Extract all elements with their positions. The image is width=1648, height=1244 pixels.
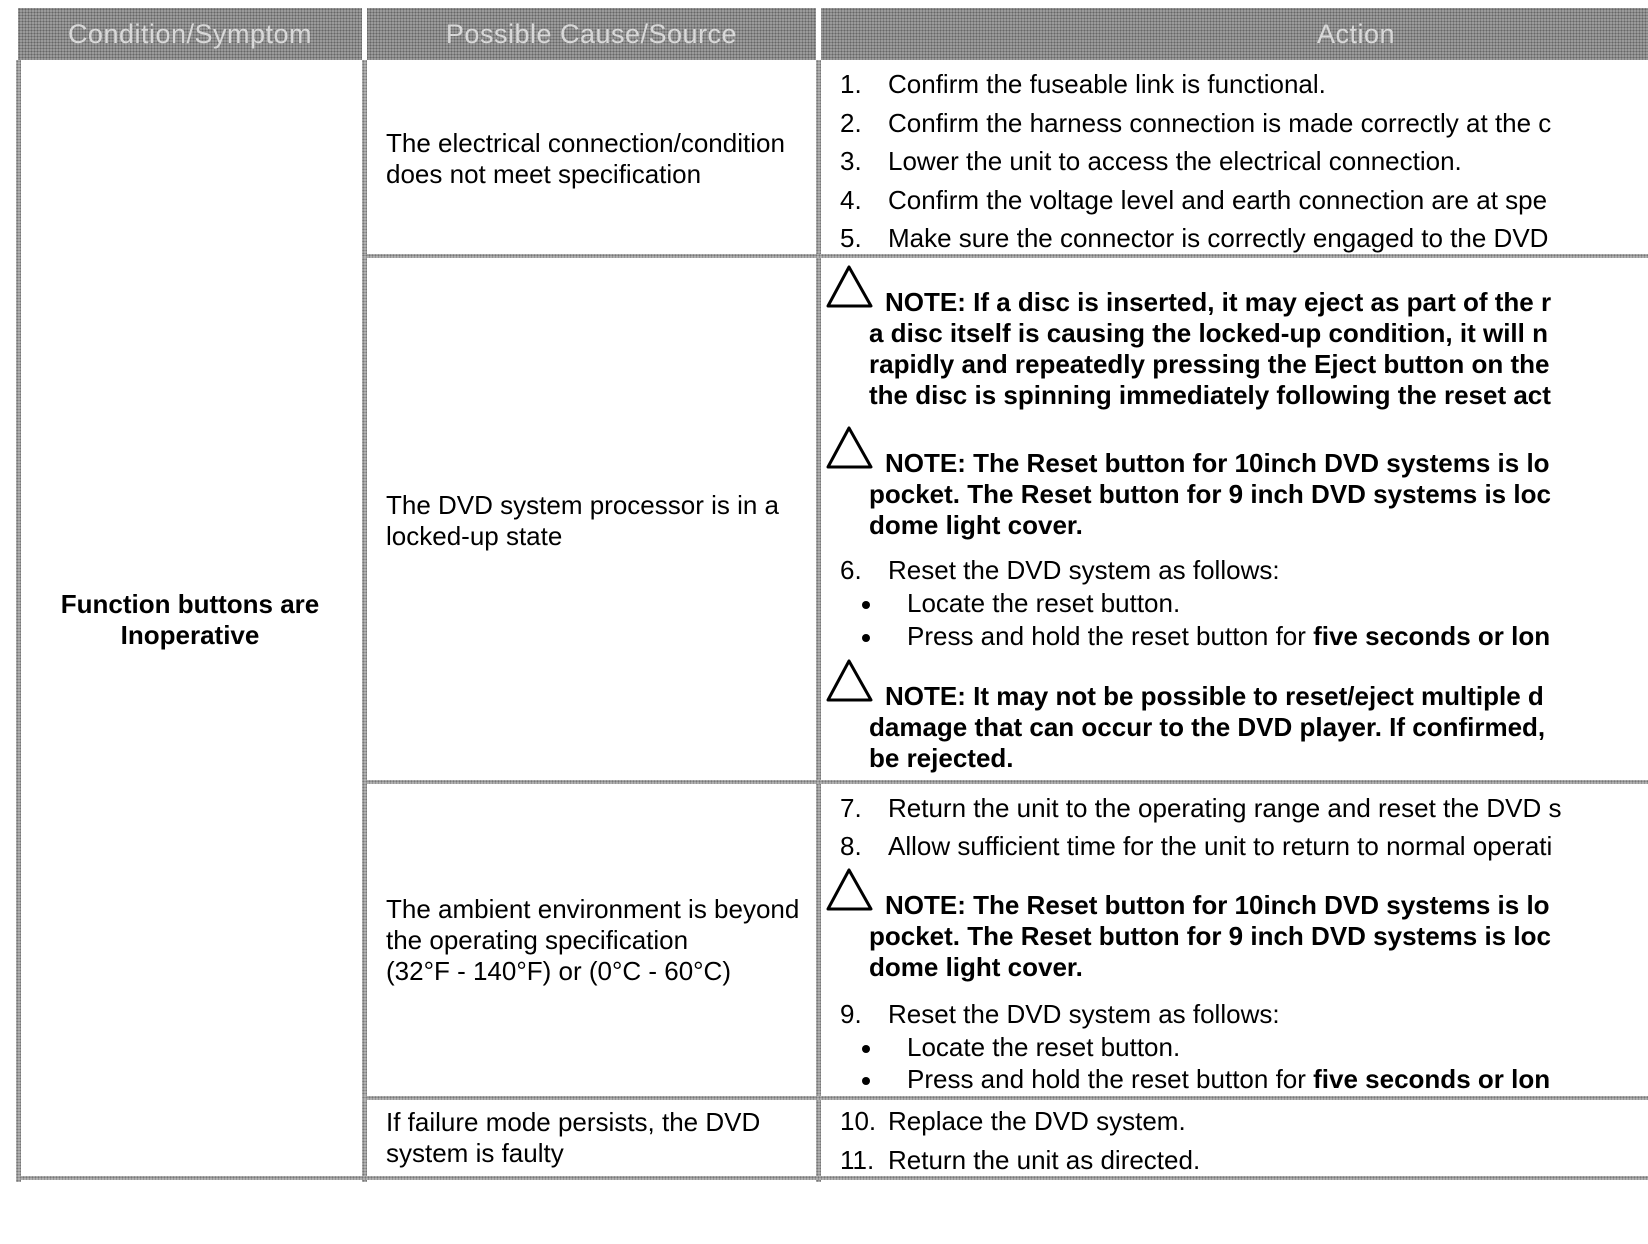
step-number: 1.: [840, 69, 862, 99]
note-text: NOTE: It may not be possible to reset/eject multiple d: [885, 681, 1544, 711]
note-text: dome light cover.: [869, 510, 1083, 540]
step-number: 2.: [840, 108, 862, 138]
grid-line: [362, 1096, 1648, 1100]
note-text: dome light cover.: [869, 952, 1083, 982]
warning-triangle-icon: [825, 264, 875, 310]
bullet-icon: [862, 1077, 870, 1085]
cause-text: system is faulty: [386, 1138, 564, 1168]
step-number: 11.: [840, 1145, 875, 1175]
header-possible-cause: Possible Cause/Source: [445, 18, 738, 49]
condition-line: Inoperative: [120, 620, 260, 650]
warning-triangle-icon: [825, 425, 875, 471]
warning-triangle-icon: [825, 867, 875, 913]
step-text: Confirm the harness connection is made correctly at the c: [888, 108, 1552, 138]
step-text: Reset the DVD system as follows:: [888, 555, 1280, 585]
note-text: NOTE: If a disc is inserted, it may eject as part of the r: [885, 287, 1552, 317]
step-text: Make sure the connector is correctly engaged to the DVD: [888, 223, 1549, 253]
bullet-text: Locate the reset button.: [907, 1032, 1181, 1062]
header-condition-symptom: Condition/Symptom: [67, 18, 313, 49]
cause-text: (32°F - 140°F) or (0°C - 60°C): [386, 956, 731, 986]
note-text: pocket. The Reset button for 9 inch DVD systems is loc: [869, 921, 1551, 951]
note-text: rapidly and repeatedly pressing the Eject button on the: [869, 349, 1550, 379]
cause-text: The electrical connection/condition: [386, 128, 785, 158]
step-text: Reset the DVD system as follows:: [888, 999, 1280, 1029]
note-text: damage that can occur to the DVD player. If confirmed,: [869, 712, 1546, 742]
step-number: 8.: [840, 831, 862, 861]
condition-line: Function buttons are: [60, 589, 320, 619]
note-text: pocket. The Reset button for 9 inch DVD systems is loc: [869, 479, 1551, 509]
step-number: 3.: [840, 146, 862, 176]
header-action: Action: [1316, 18, 1396, 49]
step-text: Replace the DVD system.: [888, 1106, 1186, 1136]
grid-line: [362, 254, 1648, 258]
grid-line: [362, 780, 1648, 784]
step-text: Confirm the fuseable link is functional.: [888, 69, 1326, 99]
step-number: 4.: [840, 185, 862, 215]
note-text: a disc itself is causing the locked-up condition, it will n: [869, 318, 1548, 348]
step-text: Lower the unit to access the electrical connection.: [888, 146, 1462, 176]
grid-line: [16, 1176, 1648, 1180]
step-number: 6.: [840, 555, 862, 585]
cause-text: does not meet specification: [386, 159, 702, 189]
bullet-text: Press and hold the reset button for five seconds or lon: [907, 1064, 1551, 1094]
grid-line: [362, 60, 367, 1182]
note-text: NOTE: The Reset button for 10inch DVD systems is lo: [885, 890, 1550, 920]
cause-text: The DVD system processor is in a: [386, 490, 780, 520]
step-number: 9.: [840, 999, 862, 1029]
bullet-text: Locate the reset button.: [907, 588, 1181, 618]
step-text: Allow sufficient time for the unit to return to normal operati: [888, 831, 1553, 861]
grid-line: [816, 60, 821, 1182]
cause-text: locked-up state: [386, 521, 563, 551]
cause-text: The ambient environment is beyond: [386, 894, 800, 924]
bullet-icon: [862, 634, 870, 642]
step-number: 7.: [840, 793, 862, 823]
note-text: the disc is spinning immediately following the reset act: [869, 380, 1551, 410]
bullet-icon: [862, 601, 870, 609]
bullet-icon: [862, 1045, 870, 1053]
step-text: Return the unit as directed.: [888, 1145, 1201, 1175]
warning-triangle-icon: [825, 658, 875, 704]
note-text: be rejected.: [869, 743, 1014, 773]
step-number: 10.: [840, 1106, 877, 1136]
step-text: Return the unit to the operating range and reset the DVD s: [888, 793, 1562, 823]
bullet-text: Press and hold the reset button for five seconds or lon: [907, 621, 1551, 651]
cause-text: If failure mode persists, the DVD: [386, 1107, 761, 1137]
step-text: Confirm the voltage level and earth connection are at spe: [888, 185, 1548, 215]
note-text: NOTE: The Reset button for 10inch DVD systems is lo: [885, 448, 1550, 478]
step-number: 5.: [840, 223, 862, 253]
cause-text: the operating specification: [386, 925, 689, 955]
